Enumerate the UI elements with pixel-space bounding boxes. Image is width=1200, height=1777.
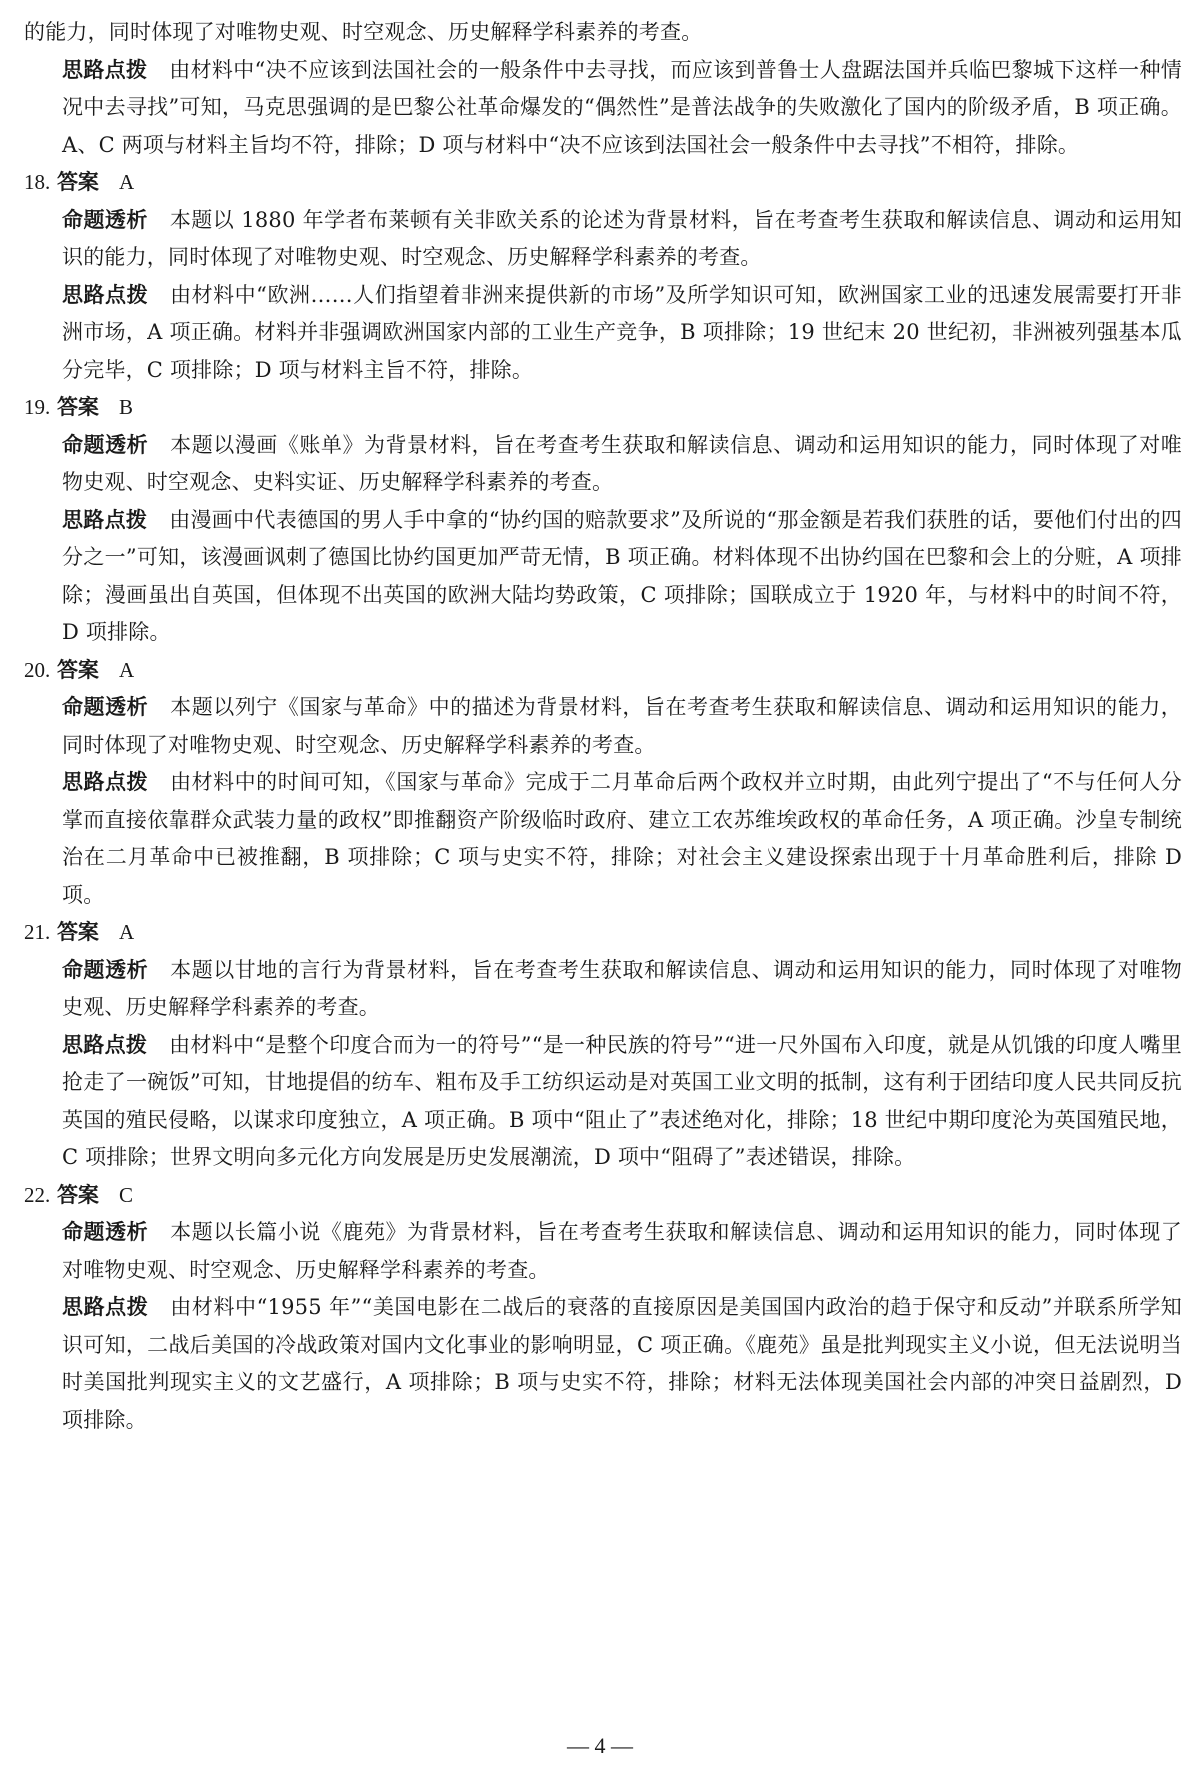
intent-text: 本题以甘地的言行为背景材料，旨在考查考生获取和解读信息、调动和运用知识的能力，同时体现了对唯物史观、历史解释学科素养的考查。 bbox=[62, 957, 1182, 1019]
analysis-label: 思路点拨 bbox=[62, 282, 149, 307]
intent-label: 命题透析 bbox=[62, 432, 149, 457]
intent-label: 命题透析 bbox=[62, 207, 148, 232]
answer-label: 答案 bbox=[56, 920, 99, 944]
answer-value: B bbox=[118, 395, 133, 419]
analysis-label: 思路点拨 bbox=[62, 1032, 148, 1057]
intent-label: 命题透析 bbox=[62, 695, 149, 719]
question-number: 20. bbox=[24, 657, 51, 682]
answer-value: A bbox=[118, 170, 135, 194]
intro-continuation bbox=[24, 14, 1182, 52]
page-number: — 4 — bbox=[567, 1733, 633, 1758]
analysis-text: 由漫画中代表德国的男人手中拿的“协约国的赔款要求”及所说的“那金额是若我们获胜的话，要他们付出的四分之一”可知，该漫画讽刺了德国比协约国更加严苛无情，B 项正确。材料体现不出协约国在巴黎和会上的分赃，A 项排除；漫画虽出自英国，但体现不出英国的欧洲大陆均势政策，C 项排除；国联成立于 1920 年，与材料中的时间不符，D 项排除。 bbox=[62, 507, 1182, 644]
intent-paragraph bbox=[24, 689, 1182, 764]
intent-text: 本题以长篇小说《鹿苑》为背景材料，旨在考查考生获取和解读信息、调动和运用知识的能力，同时体现了对唯物史观、时空观念、历史解释学科素养的考查。 bbox=[62, 1220, 1182, 1282]
intent-paragraph bbox=[24, 202, 1182, 277]
answer-label: 答案 bbox=[56, 170, 99, 194]
question-number: 18. bbox=[24, 170, 51, 194]
intro-continuation-text: 的能力，同时体现了对唯物史观、时空观念、历史解释学科素养的考查。 bbox=[24, 20, 703, 44]
analysis-text: 由材料中“决不应该到法国社会的一般条件中去寻找，而应该到普鲁士人盘踞法国并兵临巴黎城下这样一种情况中去寻找”可知，马克思强调的是巴黎公社革命爆发的“偶然性”是普法战争的失败激化了国内的阶级矛盾，B 项正确。A、C 两项与材料主旨均不符，排除；D 项与材料中“决不应该到法国社会一般条件中去寻找”不相符，排除。 bbox=[62, 57, 1182, 157]
analysis-label: 思路点拨 bbox=[62, 507, 148, 532]
question-number: 21. bbox=[24, 920, 51, 944]
analysis-text: 由材料中“是整个印度合而为一的符号”“是一种民族的符号”“进一尺外国布入印度，就是从饥饿的印度人嘴里抢走了一碗饭”可知，甘地提倡的纺车、粗布及手工纺织运动是对英国工业文明的抵制，这有利于团结印度人民共同反抗英国的殖民侵略，以谋求印度独立，A 项正确。B 项中“阻止了”表述绝对化，排除；18 世纪中期印度沦为英国殖民地，C 项排除；世界文明向多元化方向发展是历史发展潮流，D 项中“阻碍了”表述错误，排除。 bbox=[62, 1032, 1182, 1169]
answer-value: A bbox=[118, 657, 135, 682]
answer-line bbox=[24, 164, 1182, 202]
analysis-label: 思路点拨 bbox=[62, 1295, 149, 1319]
analysis-label: 思路点拨 bbox=[62, 770, 149, 794]
question-number: 22. bbox=[24, 1182, 51, 1207]
answer-value: A bbox=[118, 920, 135, 944]
intent-label: 命题透析 bbox=[62, 957, 149, 982]
answer-line bbox=[24, 652, 1182, 690]
analysis-paragraph bbox=[24, 277, 1182, 390]
question-22 bbox=[24, 1177, 1182, 1440]
answer-line bbox=[24, 914, 1182, 952]
question-number: 19. bbox=[24, 395, 51, 419]
intro-analysis bbox=[24, 52, 1182, 165]
question-21 bbox=[24, 914, 1182, 1177]
answer-label: 答案 bbox=[56, 1182, 99, 1207]
answer-line bbox=[24, 1177, 1182, 1215]
analysis-text: 由材料中“1955 年”“美国电影在二战后的衰落的直接原因是美国国内政治的趋于保守和反动”并联系所学知识可知，二战后美国的冷战政策对国内文化事业的影响明显，C 项正确。《鹿苑》虽是批判现实主义小说，但无法说明当时美国批判现实主义的文艺盛行，A 项排除；B 项与史实不符，排除；材料无法体现美国社会内部的冲突日益剧烈，D 项排除。 bbox=[62, 1295, 1182, 1432]
intent-paragraph bbox=[24, 427, 1182, 502]
answer-label: 答案 bbox=[56, 657, 99, 682]
answer-value: C bbox=[118, 1182, 133, 1207]
question-18 bbox=[24, 164, 1182, 389]
intent-text: 本题以 1880 年学者布莱顿有关非欧关系的论述为背景材料，旨在考查考生获取和解读信息、调动和运用知识的能力，同时体现了对唯物史观、时空观念、历史解释学科素养的考查。 bbox=[62, 207, 1182, 269]
analysis-label: 思路点拨 bbox=[62, 57, 148, 82]
intent-paragraph bbox=[24, 952, 1182, 1027]
intent-paragraph bbox=[24, 1214, 1182, 1289]
analysis-text: 由材料中“欧洲……人们指望着非洲来提供新的市场”及所学知识可知，欧洲国家工业的迅速发展需要打开非洲市场，A 项正确。材料并非强调欧洲国家内部的工业生产竞争，B 项排除；19 世纪末 20 世纪初，非洲被列强基本瓜分完毕，C 项排除；D 项与材料主旨不符，排除。 bbox=[62, 282, 1182, 382]
analysis-paragraph bbox=[24, 764, 1182, 914]
question-19 bbox=[24, 389, 1182, 652]
analysis-paragraph bbox=[24, 1289, 1182, 1439]
intent-text: 本题以漫画《账单》为背景材料，旨在考查考生获取和解读信息、调动和运用知识的能力，同时体现了对唯物史观、时空观念、史料实证、历史解释学科素养的考查。 bbox=[62, 432, 1182, 494]
analysis-paragraph bbox=[24, 502, 1182, 652]
answer-label: 答案 bbox=[56, 395, 99, 419]
intent-text: 本题以列宁《国家与革命》中的描述为背景材料，旨在考查考生获取和解读信息、调动和运用知识的能力，同时体现了对唯物史观、时空观念、历史解释学科素养的考查。 bbox=[62, 695, 1182, 757]
question-20 bbox=[24, 652, 1182, 915]
analysis-text: 由材料中的时间可知，《国家与革命》完成于二月革命后两个政权并立时期，由此列宁提出了“不与任何人分掌而直接依靠群众武装力量的政权”即推翻资产阶级临时政府、建立工农苏维埃政权的革命任务，A 项正确。沙皇专制统治在二月革命中已被推翻，B 项排除；C 项与史实不符，排除；对社会主义建设探索出现于十月革命胜利后，排除 D 项。 bbox=[62, 770, 1182, 907]
intent-label: 命题透析 bbox=[62, 1220, 149, 1244]
analysis-paragraph bbox=[24, 1027, 1182, 1177]
answer-line bbox=[24, 389, 1182, 427]
